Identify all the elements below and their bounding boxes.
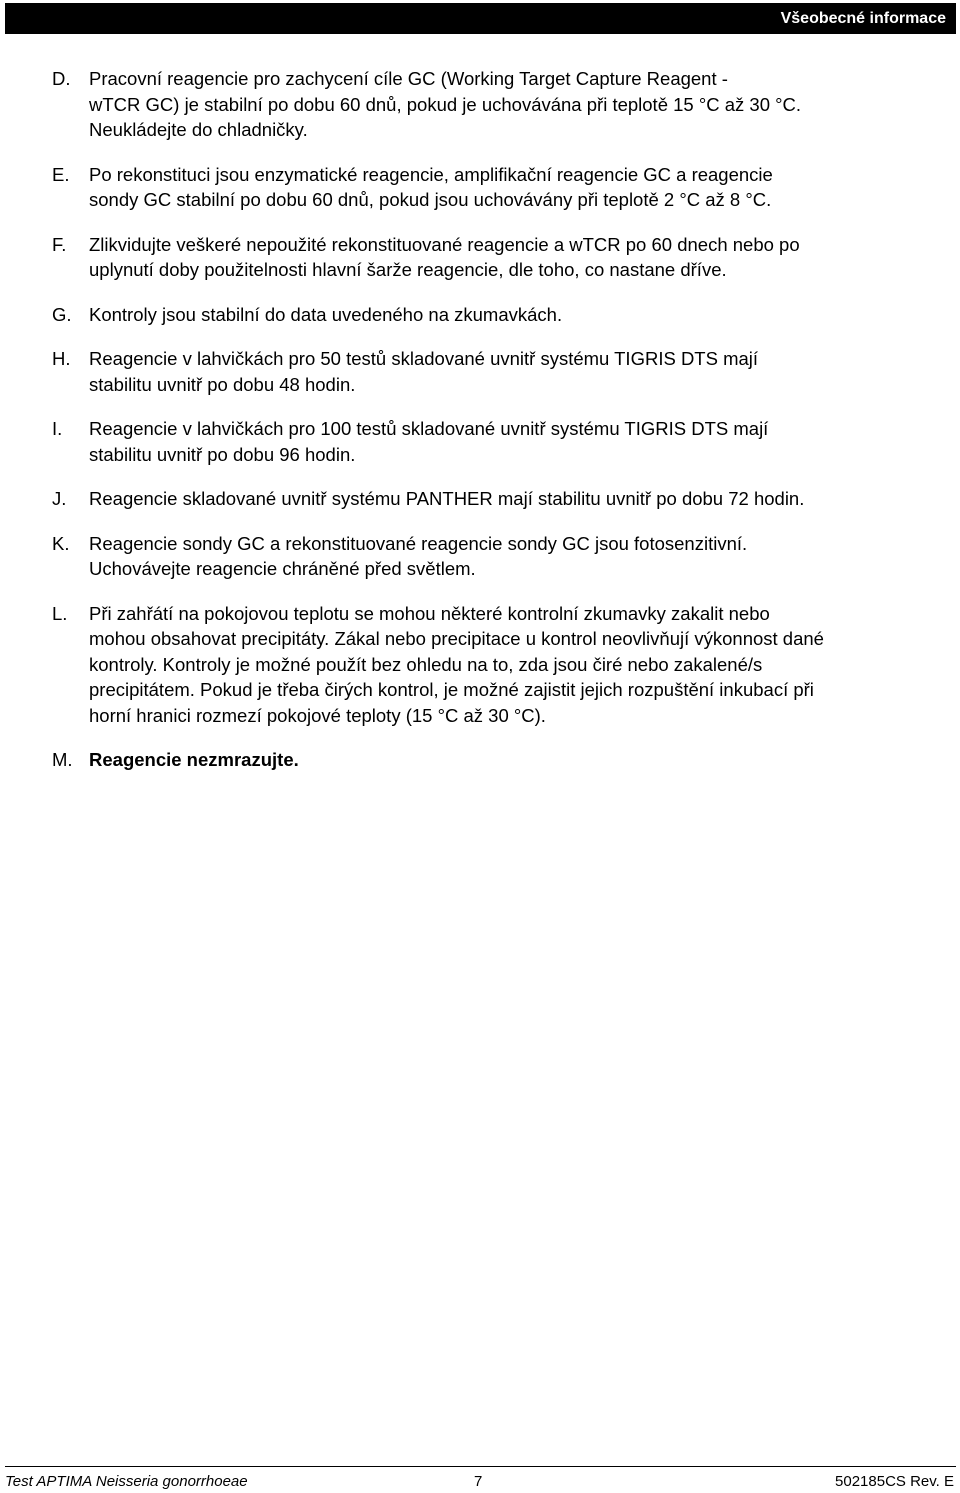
item-letter: J. — [52, 488, 67, 509]
item-text: Reagencie skladované uvnitř systému PANTHER mají stabilitu uvnitř po dobu 72 hodin. — [89, 488, 805, 509]
item-letter: H. — [52, 348, 71, 369]
list-item-m — [52, 747, 952, 773]
list-item-k — [52, 531, 952, 582]
list-item-l — [52, 601, 952, 729]
item-letter: K. — [52, 532, 70, 554]
item-text: Reagencie nezmrazujte. — [89, 749, 299, 770]
item-letter: D. — [52, 68, 71, 89]
footer-revision: 502185CS Rev. E — [835, 1473, 954, 1490]
item-letter: E. — [52, 163, 70, 185]
item-text: Pracovní reagencie pro zachycení cíle GC (Working Target Capture Reagent - wTCR GC) je stabilní po dobu 60 dnů, pokud je uchovávána při teplotě 15 °C až 30 °C. Neukládejte do chladničky. — [89, 68, 802, 140]
footer-document-title: Test APTIMA Neisseria gonorrhoeae — [5, 1473, 248, 1490]
item-letter: L. — [52, 602, 68, 624]
list-item-d — [52, 66, 952, 143]
item-text: Zlikvidujte veškeré nepoužité rekonstituované reagencie a wTCR po 60 dnech nebo po uplynutí doby použitelnosti hlavní šarže reagencie, dle toho, co nastane dříve. — [89, 233, 800, 280]
item-letter: I. — [52, 418, 63, 439]
footer-divider — [5, 1466, 956, 1467]
item-letter: F. — [52, 233, 67, 255]
item-letter: M. — [52, 749, 73, 770]
list-item-e — [52, 162, 952, 213]
list-item-g — [52, 302, 952, 328]
page-number: 7 — [474, 1473, 483, 1490]
list-item-f — [52, 232, 952, 283]
section-title: Všeobecné informace — [780, 10, 946, 27]
item-text: Při zahřátí na pokojovou teplotu se mohou některé kontrolní zkumavky zakalit nebo mohou obsahovat precipitáty. Zákal nebo precipitace u kontrol neovlivňují výkonnost dané kontroly. Kontroly je možné použít bez ohledu na to, zda jsou čiré nebo zakalené/s precipitátem. Pokud je třeba čirých kontrol, je možné zajistit jejich rozpuštění inkubací při horní hranici rozmezí pokojové teploty (15 °C až 30 °C). — [89, 602, 824, 726]
item-text: Reagencie v lahvičkách pro 100 testů skladované uvnitř systému TIGRIS DTS mají stabilitu uvnitř po dobu 96 hodin. — [89, 418, 769, 465]
header-bar — [5, 3, 956, 34]
item-text: Reagencie v lahvičkách pro 50 testů skladované uvnitř systému TIGRIS DTS mají stabilitu uvnitř po dobu 48 hodin. — [89, 348, 759, 395]
list-item-i — [52, 416, 952, 467]
item-letter: G. — [52, 303, 72, 325]
list-item-h — [52, 346, 952, 397]
list-item-j — [52, 486, 952, 512]
instructions-list — [52, 66, 952, 792]
item-text: Kontroly jsou stabilní do data uvedeného na zkumavkách. — [89, 303, 563, 325]
item-text: Po rekonstituci jsou enzymatické reagencie, amplifikační reagencie GC a reagencie sondy GC stabilní po dobu 60 dnů, pokud jsou uchovávány při teplotě 2 °C až 8 °C. — [89, 163, 773, 210]
item-text: Reagencie sondy GC a rekonstituované reagencie sondy GC jsou fotosenzitivní. Uchovávejte reagencie chráněné před světlem. — [89, 532, 748, 579]
